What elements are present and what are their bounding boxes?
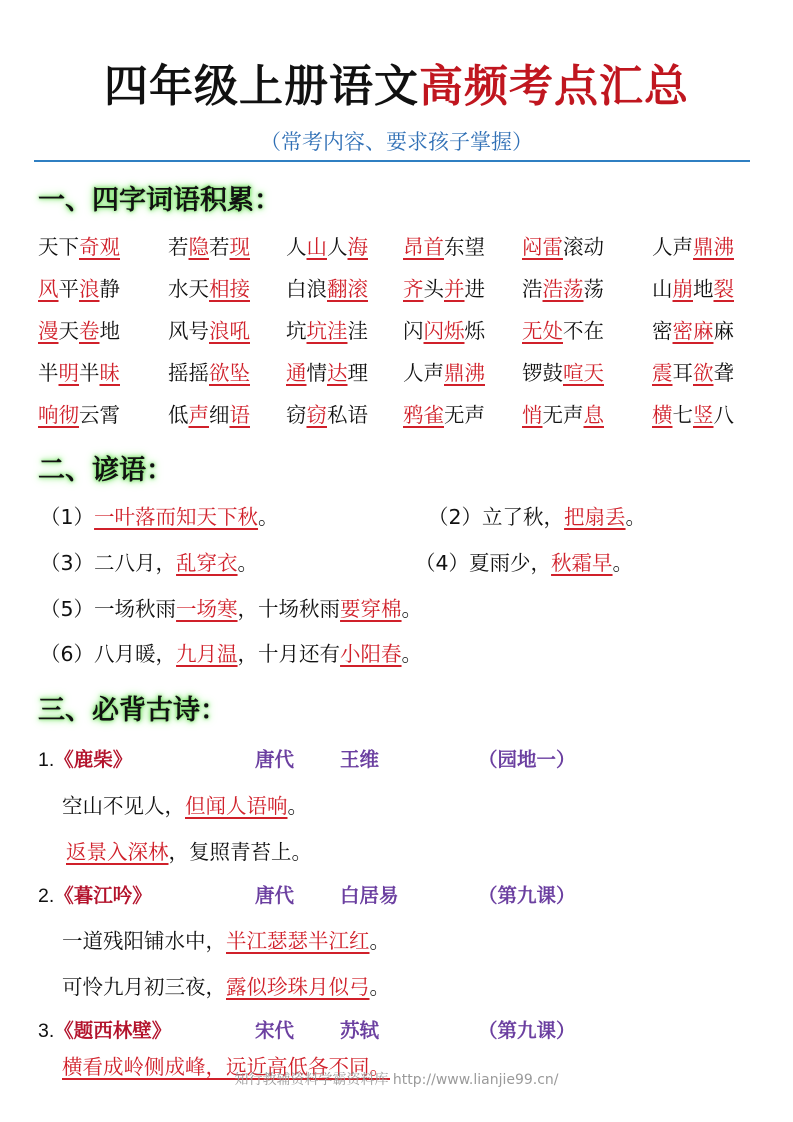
poem-title: 《题西林壁》: [54, 1019, 172, 1042]
plain-text: 地: [693, 277, 714, 301]
poem-number: 3.: [38, 1020, 55, 1042]
idiom-item: [286, 314, 368, 344]
poem-source: （第九课）: [478, 1019, 576, 1042]
subtitle: （常考内容、要求孩子掌握）: [260, 130, 533, 154]
answer-text: 窃: [306, 403, 327, 427]
answer-text: 漫: [38, 319, 59, 343]
idiom-item: [522, 272, 604, 302]
plain-text: 情: [306, 361, 327, 385]
plain-text: 若: [168, 235, 189, 259]
plain-text: 私语: [327, 403, 368, 427]
saying-item: [40, 546, 258, 576]
plain-text: 不在: [563, 319, 604, 343]
plain-text: 荡: [583, 277, 604, 301]
poem-line: [62, 924, 390, 954]
answer-text: 并: [444, 277, 465, 301]
poem-dynasty: 宋代: [255, 1019, 295, 1042]
answer-text: 无处: [522, 319, 563, 343]
poem-author: 白居易: [340, 884, 399, 907]
plain-text: 。: [625, 505, 647, 529]
plain-text: 白浪: [286, 277, 327, 301]
saying-item: [40, 637, 422, 667]
plain-text: 天: [58, 319, 79, 343]
plain-text: 滚动: [563, 235, 604, 259]
idiom-item: [168, 230, 250, 260]
plain-text: 若: [209, 235, 230, 259]
idiom-item: [168, 356, 250, 386]
answer-text: 乱穿衣: [176, 551, 238, 575]
poem-number: 1.: [38, 749, 55, 771]
answer-text: 竖: [693, 403, 714, 427]
plain-text: 一道残阳铺水中，: [62, 929, 226, 953]
section-heading-idioms: 一、四字词语积累：: [38, 185, 281, 216]
plain-text: （6）八月暖，: [40, 642, 177, 666]
poem-dynasty: 唐代: [255, 884, 295, 907]
answer-text: 昧: [99, 361, 120, 385]
answer-text: 九月温: [176, 642, 238, 666]
plain-text: 人声: [652, 235, 693, 259]
idiom-item: [38, 230, 120, 260]
plain-text: 耳: [672, 361, 693, 385]
plain-text: 。: [369, 929, 390, 953]
answer-text: 明: [58, 361, 79, 385]
header-divider: [34, 160, 750, 162]
plain-text: 浩: [522, 277, 543, 301]
idiom-item: [652, 272, 734, 302]
answer-text: 隐: [188, 235, 209, 259]
idiom-item: [403, 314, 485, 344]
plain-text: ，十月还有: [237, 642, 341, 666]
plain-text: 八: [713, 403, 734, 427]
saying-item: [415, 546, 633, 576]
answer-text: 昂首: [403, 235, 444, 259]
answer-text: 把扇丢: [564, 505, 626, 529]
answer-text: 一叶落而知天下秋: [94, 505, 259, 529]
answer-text: 齐: [403, 277, 424, 301]
plain-text: 无声: [542, 403, 584, 427]
plain-text: 。: [258, 505, 279, 529]
answer-text: 语: [229, 403, 250, 427]
answer-text: 小阳春: [340, 642, 402, 666]
plain-text: ，十场秋雨: [237, 597, 341, 621]
plain-text: ，复照青苔上。: [168, 840, 312, 864]
poem-header: [38, 744, 576, 772]
answer-text: 达: [327, 361, 348, 385]
plain-text: 理: [347, 361, 368, 385]
answer-text: 鸦雀: [403, 403, 444, 427]
poem-dynasty: 唐代: [255, 748, 295, 771]
answer-text: 坑洼: [306, 319, 348, 343]
answer-text: 息: [583, 403, 604, 427]
title-black: 四年级上册语文: [104, 61, 419, 112]
plain-text: 。: [612, 551, 634, 575]
answer-text: 半江瑟瑟半江红: [226, 929, 370, 953]
poem-header: [38, 880, 576, 908]
plain-text: 地: [99, 319, 120, 343]
plain-text: 云霄: [79, 403, 120, 427]
idiom-item: [403, 230, 485, 260]
plain-text: 无声: [444, 403, 485, 427]
plain-text: 天下: [38, 235, 79, 259]
answer-text: 声: [188, 403, 209, 427]
answer-text: 闷雷: [522, 235, 563, 259]
answer-text: 奇观: [79, 235, 120, 259]
plain-text: 静: [99, 277, 120, 301]
idiom-item: [286, 398, 368, 428]
idiom-item: [38, 398, 120, 428]
plain-text: 山: [652, 277, 673, 301]
plain-text: 聋: [713, 361, 734, 385]
poem-line: [66, 835, 312, 865]
answer-text: 通: [286, 361, 307, 385]
plain-text: 烁: [464, 319, 485, 343]
plain-text: 。: [401, 597, 423, 621]
idiom-item: [38, 314, 120, 344]
plain-text: （1）: [40, 505, 95, 529]
plain-text: 平: [58, 277, 79, 301]
plain-text: 密: [652, 319, 673, 343]
poem-title: 《鹿柴》: [54, 748, 133, 771]
plain-text: 低: [168, 403, 189, 427]
plain-text: 空山不见人，: [62, 794, 185, 818]
plain-text: 窃: [286, 403, 307, 427]
answer-text: 浪: [79, 277, 100, 301]
poem-number: 2.: [38, 885, 55, 907]
plain-text: （2）立了秋，: [428, 505, 565, 529]
idiom-item: [38, 356, 120, 386]
answer-text: 卷: [79, 319, 100, 343]
answer-text: 喧天: [563, 361, 604, 385]
plain-text: 。: [401, 642, 423, 666]
section-heading-sayings: 二、谚语：: [38, 455, 173, 486]
idiom-item: [403, 356, 485, 386]
poem-source: （第九课）: [478, 884, 576, 907]
plain-text: 。: [287, 794, 308, 818]
answer-text: 露似珍珠月似弓: [226, 975, 370, 999]
plain-text: （5）一场秋雨: [40, 597, 177, 621]
plain-text: 。: [237, 551, 259, 575]
answer-text: 浪吼: [209, 319, 250, 343]
answer-text: 现: [229, 235, 250, 259]
answer-text: 相接: [209, 277, 250, 301]
poem-author: 王维: [340, 748, 380, 771]
answer-text: 要穿棉: [340, 597, 402, 621]
idiom-item: [522, 314, 604, 344]
answer-text: 鼎沸: [444, 361, 485, 385]
plain-text: 东望: [444, 235, 485, 259]
answer-text: 密麻: [672, 319, 714, 343]
answer-text: 但闻人语响: [185, 794, 288, 818]
idiom-item: [286, 356, 368, 386]
plain-text: 进: [464, 277, 485, 301]
answer-text: 悄: [522, 403, 543, 427]
section-heading-poems: 三、必背古诗：: [38, 695, 227, 726]
answer-text: 响彻: [38, 403, 79, 427]
answer-text: 海: [347, 235, 368, 259]
plain-text: （4）夏雨少，: [415, 551, 552, 575]
answer-text: 返景入深林: [66, 840, 169, 864]
idiom-item: [652, 314, 734, 344]
answer-text: 崩: [672, 277, 693, 301]
answer-text: 闪烁: [423, 319, 465, 343]
answer-text: 山: [306, 235, 327, 259]
answer-text: 秋霜早: [551, 551, 613, 575]
plain-text: 可怜九月初三夜，: [62, 975, 226, 999]
idiom-item: [652, 398, 734, 428]
plain-text: 摇摇: [168, 361, 209, 385]
poem-line: [62, 970, 390, 1000]
poem-author: 苏轼: [340, 1019, 380, 1042]
plain-text: 人声: [403, 361, 444, 385]
poem-header: [38, 1015, 576, 1043]
poem-line: [62, 789, 308, 819]
idiom-item: [522, 356, 604, 386]
plain-text: 洼: [347, 319, 368, 343]
plain-text: 水天: [168, 277, 209, 301]
idiom-item: [168, 272, 250, 302]
poem-title: 《暮江吟》: [54, 884, 152, 907]
idiom-item: [652, 356, 734, 386]
idiom-item: [168, 398, 250, 428]
plain-text: 半: [79, 361, 100, 385]
idiom-item: [286, 272, 368, 302]
idiom-item: [403, 398, 485, 428]
idiom-item: [522, 230, 604, 260]
idiom-item: [38, 272, 120, 302]
plain-text: 细: [209, 403, 230, 427]
plain-text: 锣鼓: [522, 361, 563, 385]
answer-text: 风: [38, 277, 59, 301]
answer-text: 震: [652, 361, 673, 385]
poem-source: （园地一）: [478, 748, 576, 771]
answer-text: 翻滚: [327, 277, 368, 301]
title-red: 高频考点汇总: [419, 61, 689, 112]
plain-text: （3）二八月，: [40, 551, 177, 575]
idiom-item: [522, 398, 604, 428]
idiom-item: [652, 230, 734, 260]
plain-text: 人: [327, 235, 348, 259]
answer-text: 浩荡: [542, 277, 584, 301]
plain-text: 。: [369, 975, 390, 999]
saying-item: [428, 500, 646, 530]
answer-text: 鼎沸: [693, 235, 734, 259]
answer-text: 裂: [713, 277, 734, 301]
plain-text: 坑: [286, 319, 307, 343]
idiom-item: [403, 272, 485, 302]
saying-item: [40, 592, 422, 622]
idiom-item: [168, 314, 250, 344]
plain-text: 风号: [168, 319, 209, 343]
saying-item: [40, 500, 279, 530]
answer-text: 一场寒: [176, 597, 238, 621]
plain-text: 麻: [713, 319, 734, 343]
answer-text: 横看成岭侧成峰，远近高低各不同。: [62, 1055, 390, 1079]
plain-text: 七: [672, 403, 693, 427]
plain-text: 闪: [403, 319, 424, 343]
idiom-item: [286, 230, 368, 260]
answer-text: 欲坠: [209, 361, 250, 385]
plain-text: 半: [38, 361, 59, 385]
answer-text: 横: [652, 403, 673, 427]
footer-watermark: 知行教辅资料学霸资料库 http://www.lianjie99.cn/: [234, 1072, 559, 1088]
page-title: [0, 50, 793, 114]
answer-text: 欲: [693, 361, 714, 385]
plain-text: 头: [423, 277, 444, 301]
plain-text: 人: [286, 235, 307, 259]
